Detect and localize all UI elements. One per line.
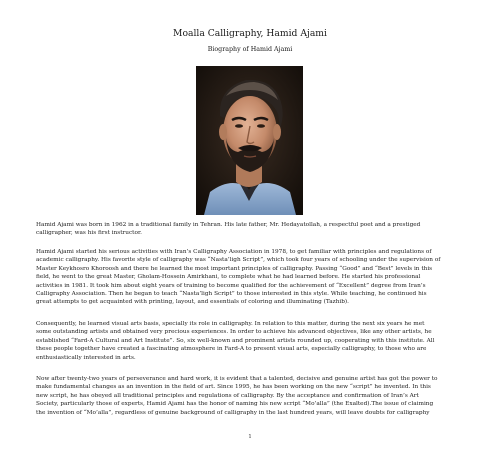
paragraph-line: Society, particularly those of experts, Hamid Ajami has the honor of naming his new script “Mo’alla” (the Exalted).The issue of claiming bbox=[36, 401, 434, 408]
biography-paragraph-4 bbox=[36, 375, 468, 417]
paragraph-line: calligrapher, was his first instructor. bbox=[36, 230, 142, 237]
paragraph-line: great attempts to get acquainted with printing, layout, and essentials of coloring and illuminating (Tazhib). bbox=[36, 299, 350, 306]
paragraph-line: Hamid Ajami was born in 1962 in a traditional family in Tehran. His late father, Mr. Hedayatollah, a respectful poet and a prestiged bbox=[36, 222, 421, 228]
portrait-photo-icon bbox=[196, 66, 303, 215]
paragraph-line: Master Keykhosro Khoroosh and there he learned the most important principles of calligraphy. Passing “Good” and “Best” levels in this bbox=[36, 265, 433, 272]
paragraph-line: these people together have created a fascinating atmosphere in Fard-A to present visual arts, especially calligraphy, to those who are bbox=[36, 346, 427, 353]
paragraph-line: Now after twenty-two years of perseverance and hard work, it is evident that a talented, decisive and genuine artist has got the power to bbox=[36, 376, 438, 382]
biography-paragraph-3 bbox=[36, 320, 468, 362]
paragraph-line: academic calligraphy. His favorite style of calligraphy was “Nasta’ligh Script”, which took four years of schooling under the supervision of bbox=[36, 257, 441, 264]
document-title: Moalla Calligraphy, Hamid Ajami bbox=[173, 28, 327, 39]
paragraph-line: the invention of “Mo’alla”, regardless of genuine background of calligraphy in the last hundred years, will leave doubts for calligraphy bbox=[36, 409, 430, 416]
paragraph-line: Calligraphy Association. Then he began to teach “Nasta’ligh Script” to those interested in this style. While teaching, he continued his bbox=[36, 291, 427, 298]
paragraph-line: make fundamental changes as an invention in the field of art. Since 1995, he has been working on the new “script” he invented. In this bbox=[36, 384, 431, 391]
biography-paragraph-2 bbox=[36, 248, 468, 307]
paragraph-line: Consequently, he learned visual arts basis, specially its role in calligraphy. In relation to this matter, during the next six years he met bbox=[36, 321, 425, 327]
paragraph-line: new script, he has obeyed all traditional principles and regulations of calligraphy. By the acceptance and confirmation of Iran’s Art bbox=[36, 392, 419, 399]
paragraph-line: field, he went to the great Master, Gholam-Hossein Amirkhani, to complete what he had learned before. He started his professional bbox=[36, 274, 421, 281]
paragraph-line: activities in 1981. It took him about eight years of training to become qualified for the achievement of “Excellent” degree from Iran’s bbox=[36, 282, 426, 289]
page-number: 1 bbox=[248, 434, 252, 440]
paragraph-line: some outstanding artists and obtained very precious experiences. In order to achieve his advanced objectives, like any other artists, he bbox=[36, 329, 432, 336]
paragraph-line: enthusiastically interested in arts. bbox=[36, 354, 136, 361]
portrait-photo bbox=[196, 66, 303, 215]
biography-paragraph-1 bbox=[36, 221, 468, 238]
document-subtitle: Biography of Hamid Ajami bbox=[207, 46, 293, 53]
paragraph-line: established “Fard-A Cultural and Art Institute”. So, six well-known and prominent artists rounded up, cooperating with this institute. All bbox=[36, 337, 435, 344]
paragraph-line: Hamid Ajami started his serious activities with Iran’s Calligraphy Association in 1978, to get familiar with principles and regulations of bbox=[36, 249, 432, 255]
